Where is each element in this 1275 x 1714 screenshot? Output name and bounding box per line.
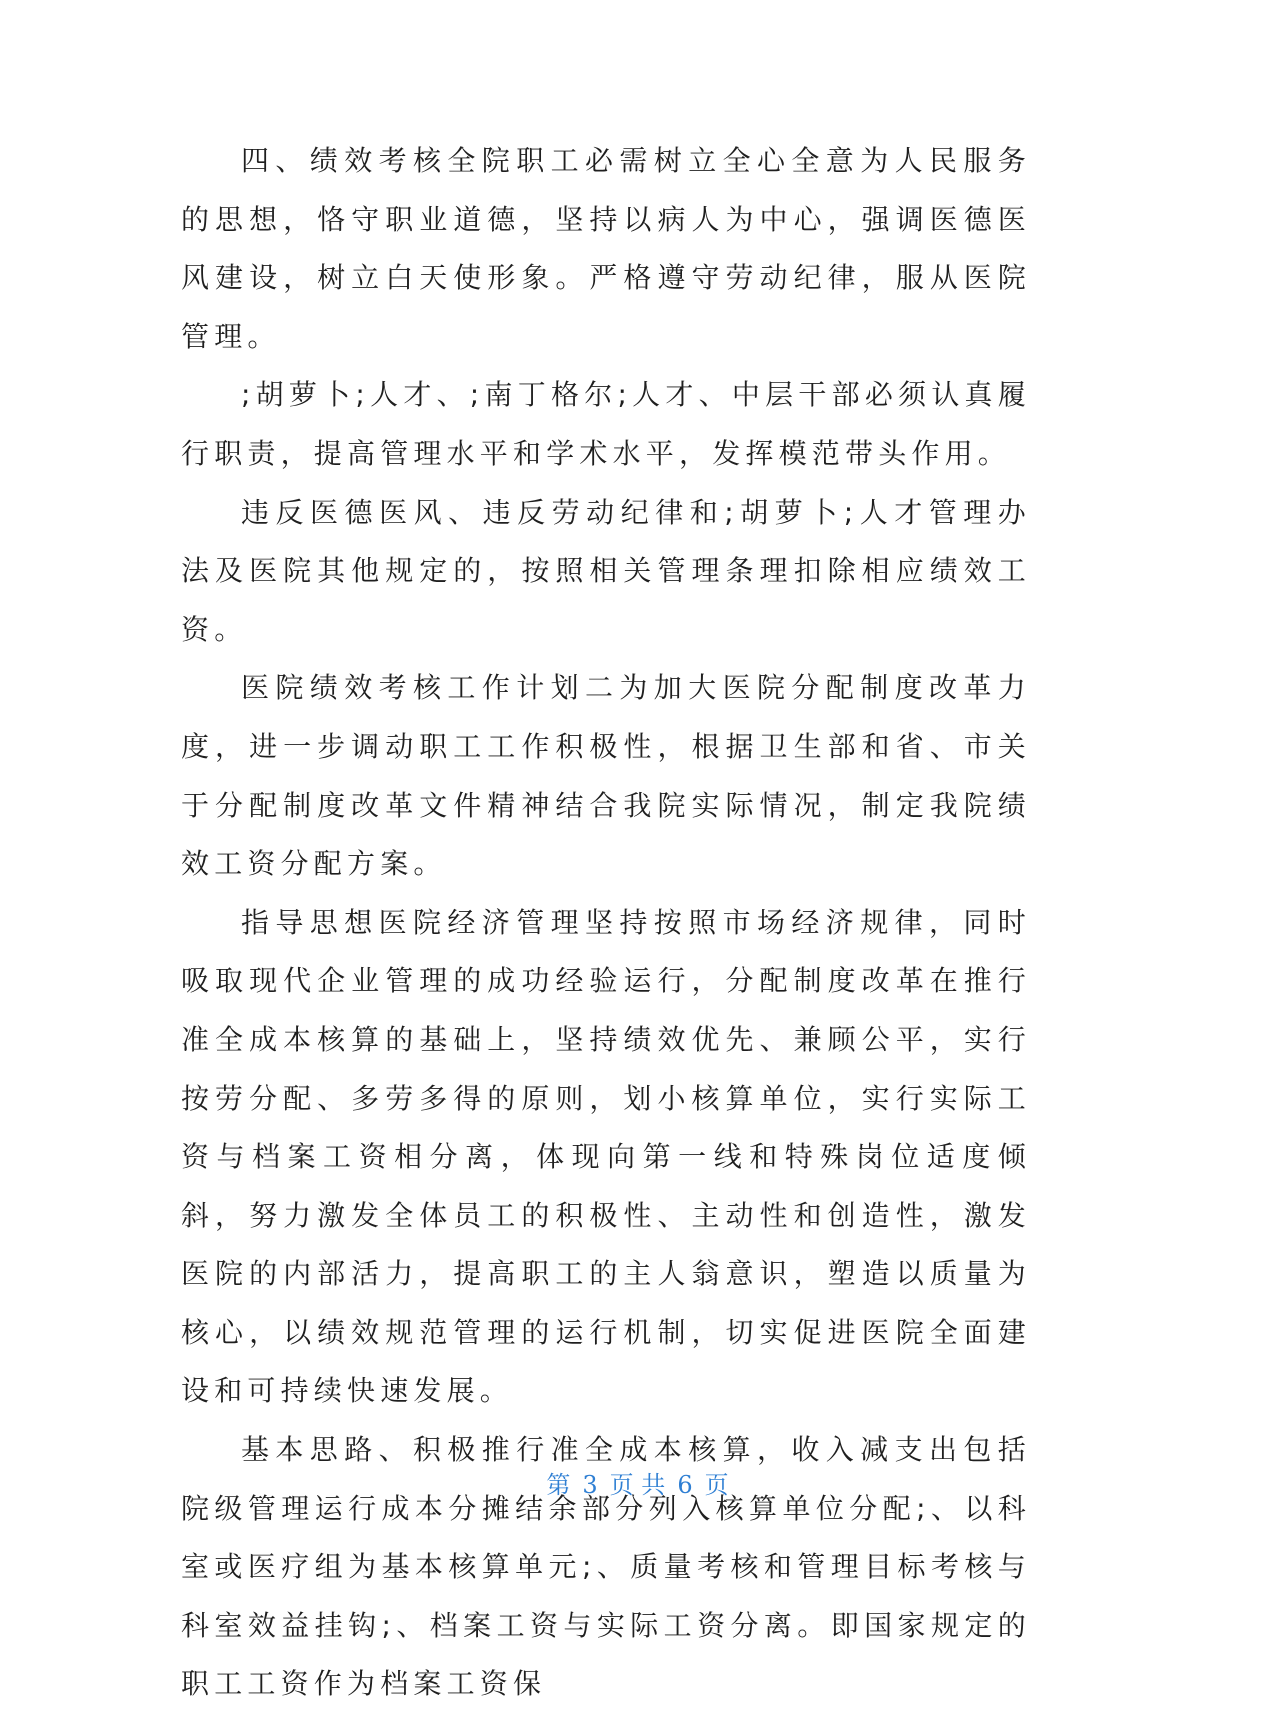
- paragraph-violations: 违反医德医风、违反劳动纪律和;胡萝卜;人才管理办法及医院其他规定的，按照相关管理条理扣除相应绩效工资。: [181, 495, 1031, 646]
- footer-total-pages: 6: [677, 1471, 693, 1499]
- footer-suffix: 页: [704, 1471, 729, 1499]
- footer-prefix: 第: [546, 1471, 571, 1499]
- paragraph-guiding-ideology: 指导思想医院经济管理坚持按照市场经济规律，同时吸取现代企业管理的成功经验运行，分配制度改革在推行准全成本核算的基础上，坚持绩效优先、兼顾公平，实行按劳分配、多劳多得的原则，划小核算单位，实行实际工资与档案工资相分离，体现向第一线和特殊岗位适度倾斜，努力激发全体员工的积极性、主动性和创造性，激发医院的内部活力，提高职工的主人翁意识，塑造以质量为核心，以绩效规范管理的运行机制，切实促进医院全面建设和可持续快速发展。: [181, 905, 1031, 1408]
- paragraph-performance-assessment: 四、绩效考核全院职工必需树立全心全意为人民服务的思想，恪守职业道德，坚持以病人为中心，强调医德医风建设，树立白天使形象。严格遵守劳动纪律，服从医院管理。: [181, 144, 1031, 353]
- footer-middle: 页 共: [609, 1471, 666, 1499]
- paragraph-basic-approach: 基本思路、积极推行准全成本核算，收入减支出包括院级管理运行成本分摊结余部分列入核算单位分配;、以科室或医疗组为基本核算单元;、质量考核和管理目标考核与科室效益挂钩;、档案工资与实际工资分离。即国家规定的职工工资作为档案工资保: [181, 1433, 1031, 1701]
- page-footer: [0, 1465, 1275, 1500]
- paragraph-middle-management: ;胡萝卜;人才、;南丁格尔;人才、中层干部必须认真履行职责，提高管理水平和学术水平，发挥模范带头作用。: [181, 378, 1031, 470]
- footer-current-page: 3: [582, 1471, 598, 1499]
- paragraph-work-plan: 医院绩效考核工作计划二为加大医院分配制度改革力度，进一步调动职工工作积极性，根据卫生部和省、市关于分配制度改革文件精神结合我院实际情况，制定我院绩效工资分配方案。: [181, 671, 1031, 881]
